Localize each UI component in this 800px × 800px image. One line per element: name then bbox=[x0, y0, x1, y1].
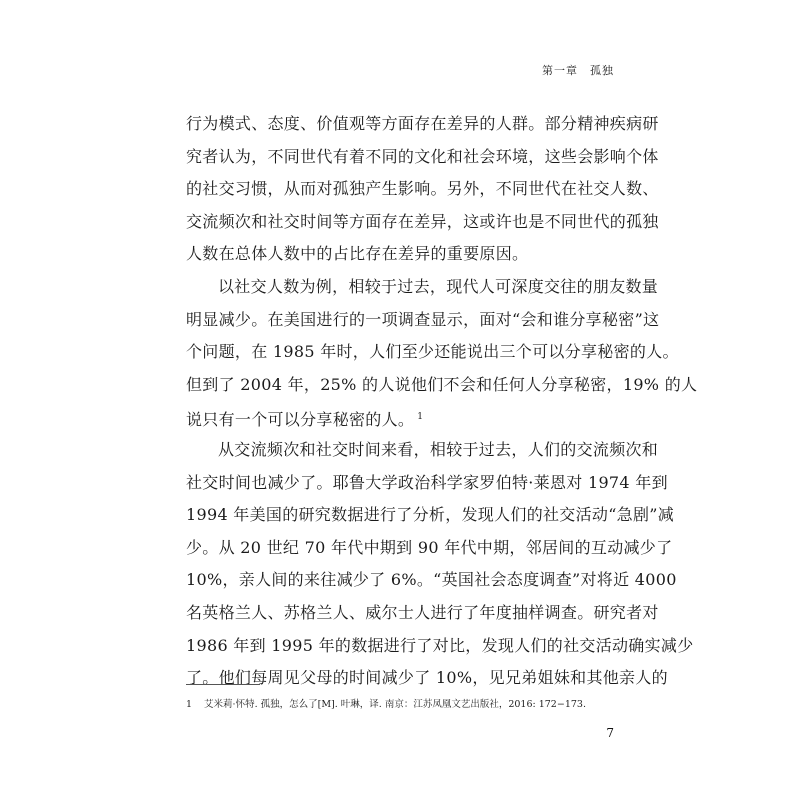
text-line: 从交流频次和社交时间来看，相较于过去，人们的交流频次和 bbox=[218, 439, 659, 459]
text-line: 行为模式、态度、价值观等方面存在差异的人群。部分精神疾病研 bbox=[186, 114, 659, 133]
footnote bbox=[186, 696, 586, 710]
text-line: 1986 年到 1995 年的数据进行了对比，发现人们的社交活动确实减少 bbox=[186, 635, 694, 655]
text-line: 说只有一个可以分享秘密的人。 bbox=[186, 410, 415, 430]
text-line: 社交时间也减少了。耶鲁大学政治科学家罗伯特·莱恩对 1974 年到 bbox=[186, 472, 668, 492]
page-number: 7 bbox=[606, 726, 614, 740]
paragraph-3 bbox=[186, 434, 694, 695]
text-line-with-footnote bbox=[186, 401, 614, 434]
text-line: 交流频次和社交时间等方面存在差异，这或许也是不同世代的孤独 bbox=[186, 211, 659, 231]
footnote-divider bbox=[186, 684, 260, 685]
footnote-number: 1 bbox=[186, 699, 193, 710]
text-line: 明显减少。在美国进行的一项调查显示，面对“会和谁分享秘密”这 bbox=[186, 309, 660, 329]
text-line: 了。他们每周见父母的时间减少了 10%，见兄弟姐妹和其他亲人的 bbox=[186, 668, 668, 688]
text-line: 个问题，在 1985 年时，人们至少还能说出三个可以分享秘密的人。 bbox=[186, 342, 679, 362]
text-line: 少。从 20 世纪 70 年代中期到 90 年代中期，邻居间的互动减少了 bbox=[186, 537, 673, 557]
text-line: 1994 年美国的研究数据进行了分析，发现人们的社交活动“急剧”减 bbox=[186, 505, 675, 525]
paragraph-1 bbox=[186, 108, 659, 271]
footnote-reference[interactable]: 1 bbox=[417, 412, 424, 423]
text-line: 名英格兰人、苏格兰人、威尔士人进行了年度抽样调查。研究者对 bbox=[186, 602, 659, 622]
text-line: 的社交习惯，从而对孤独产生影响。另外，不同世代在社交人数、 bbox=[186, 179, 659, 199]
body-text bbox=[186, 108, 698, 695]
footnote-text: 艾米莉·怀特. 孤独，怎么了[M]. 叶琳，译. 南京：江苏凤凰文艺出版社，2016: 172−173. bbox=[204, 699, 586, 710]
text-line: 人数在总体人数中的占比存在差异的重要原因。 bbox=[186, 244, 529, 264]
text-line: 以社交人数为例，相较于过去，现代人可深度交往的朋友数量 bbox=[218, 276, 659, 296]
text-line: 10%，亲人间的来往减少了 6%。“英国社会态度调查”对将近 4000 bbox=[186, 570, 677, 590]
running-head: 第一章 孤独 bbox=[542, 64, 614, 77]
text-line: 但到了 2004 年，25% 的人说他们不会和任何人分享秘密，19% 的人 bbox=[186, 374, 698, 394]
text-line: 究者认为，不同世代有着不同的文化和社会环境，这些会影响个体 bbox=[186, 146, 659, 166]
paragraph-2 bbox=[186, 271, 698, 434]
